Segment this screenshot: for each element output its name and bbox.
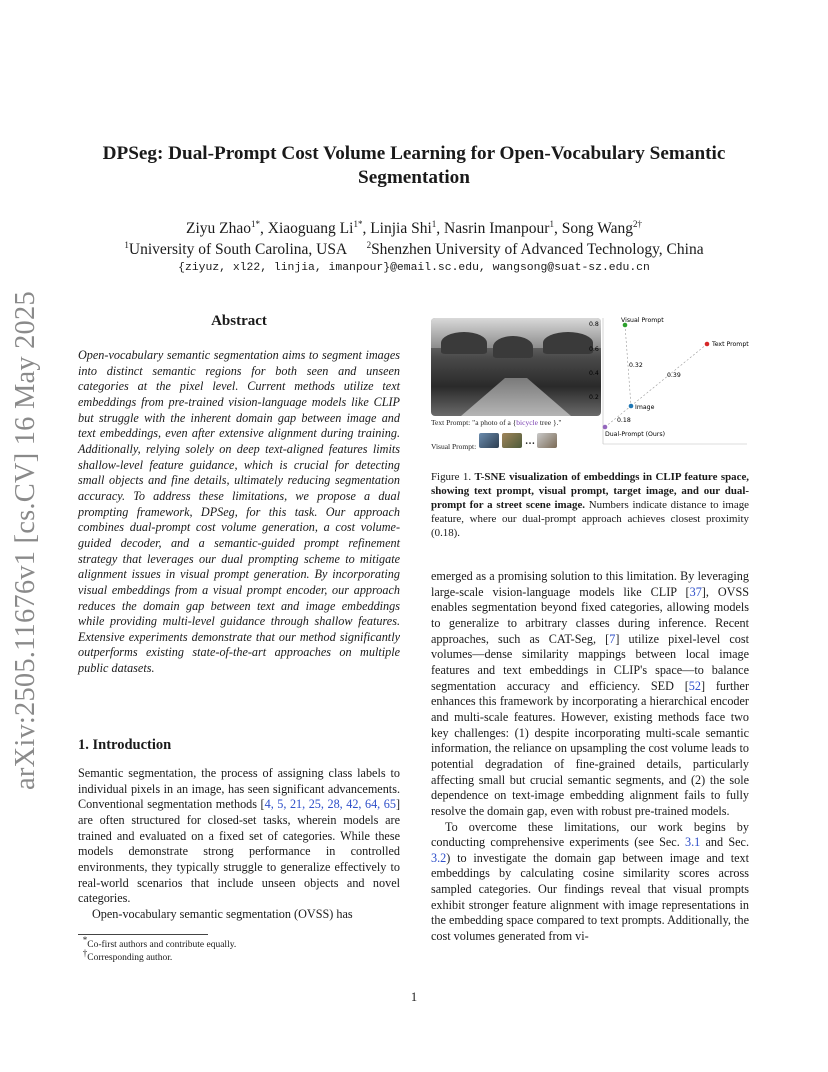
- text-run: ] utilize pixel-level cost volumes—dense similarity mappings between local image features and text embeddings in CLIP's space—to balance segmentation accuracy and efficiency. SED [: [431, 631, 750, 693]
- intro-left-column: [78, 766, 400, 923]
- point-dual-prompt: [603, 425, 608, 430]
- section-heading-introduction: 1. Introduction: [78, 737, 172, 753]
- label-text-prompt: Text Prompt: [712, 341, 749, 348]
- author-emails: {ziyuz, xl22, linjia, imanpour}@email.sc.edu, wangsong@suat-sz.edu.cn: [178, 262, 650, 274]
- distance-visual: 0.32: [629, 362, 643, 369]
- visual-prompt-thumb: [479, 433, 499, 448]
- author-name: Xiaoguang Li: [267, 220, 354, 237]
- author-sep: ,: [260, 220, 268, 237]
- caption-bold: T-SNE visualization of embeddings in CLIP feature space, showing text prompt, visual prompt, target image, and our dual-prompt for a street scene image.: [431, 471, 749, 511]
- author-mark: 1: [549, 218, 554, 229]
- author-mark: 1: [431, 218, 437, 229]
- title-line-1: DPSeg: Dual-Prompt Cost Volume Learning for Open-Vocabulary Semantic: [102, 143, 726, 164]
- intro-paragraph-1: [78, 766, 400, 907]
- affiliation-1: University of South Carolina, USA: [128, 241, 348, 258]
- footnote-mark: †: [82, 947, 88, 958]
- citation-link[interactable]: 52: [688, 678, 701, 693]
- footnote-1: [78, 934, 400, 952]
- footnote-mark: *: [82, 934, 88, 945]
- footnote-text: Co-first authors and contribute equally.: [87, 940, 237, 950]
- y-tick-label: 0.8: [589, 321, 599, 328]
- label-visual-prompt: Visual Prompt: [621, 317, 664, 324]
- affiliation-2: Shenzhen University of Advanced Technology, China: [371, 241, 704, 258]
- text-prompt-line: [431, 418, 561, 427]
- author-name: Song Wang: [561, 220, 633, 237]
- footnote-2: [78, 947, 400, 965]
- arxiv-stamp: arXiv:2505.11676v1 [cs.CV] 16 May 2025: [10, 291, 41, 790]
- affiliation-mark: 1: [124, 239, 129, 250]
- text-run: ] further enhances this framework by incorporating a hierarchical encoder and multi-scale features. However, existing methods face two key challenges: (1) despite incorporating multi-scale semantic information, the reliance on upsampling the cost volume leads to potential degradation of fine-grained details, particularly affecting small but crucial semantic segments, and (2) the sole dependence on text-image embedding alignment fails to fully resolve the domain gap, even with robust pre-trained models.: [431, 678, 749, 818]
- figure-1: [431, 318, 749, 458]
- page-number: 1: [410, 990, 418, 1004]
- text-run: Semantic segmentation, the process of assigning class labels to individual pixels in an image, has seen significant advancements. Conventional segmentation methods [: [78, 766, 400, 812]
- footnotes: [78, 934, 400, 965]
- author-name: Nasrin Imanpour: [444, 220, 550, 237]
- text-prompt-class: bicycle: [516, 418, 538, 427]
- author-mark: 1*: [353, 218, 363, 229]
- y-tick-label: 0.4: [589, 370, 599, 377]
- author-mark: 1*: [251, 218, 261, 229]
- visual-prompt-thumb: [502, 433, 522, 448]
- text-run: and Sec.: [700, 835, 749, 850]
- affiliations: [80, 239, 748, 260]
- text-run: ] are often structured for closed-set tasks, wherein models are trained and evaluated on a fixed set of categories. While these models demonstrate strong performance in controlled environments, they typically struggle to generalize effectively to real-world scenarios that include unseen objects and novel categories.: [78, 797, 401, 906]
- author-sep: ,: [553, 220, 562, 237]
- tsne-plot: [589, 314, 749, 448]
- caption-rest: Numbers indicate distance to image feature, where our dual-prompt approach achieves closest proximity (0.18).: [431, 499, 749, 539]
- right-paragraph-2: [431, 820, 749, 945]
- text-run: ) to investigate the domain gap between image and text embeddings by calculating cosine similarity scores across sampled categories. Our findings reveal that visual prompts exhibit stronger feature alignment with image representations in the embedding space compared to text prompts. Additionally, the cost volumes generated from vi-: [431, 850, 749, 944]
- visual-prompt-ellipsis: …: [525, 436, 535, 447]
- author-name: Linjia Shi: [370, 220, 432, 237]
- author-list: [80, 218, 748, 239]
- author-block: [80, 218, 748, 260]
- street-scene-photo: [431, 318, 601, 416]
- citation-link[interactable]: 7: [609, 631, 616, 646]
- figure-1-caption: [431, 470, 749, 540]
- footnote-text: Corresponding author.: [87, 953, 173, 963]
- point-image: [629, 404, 634, 409]
- title-line-2: Segmentation: [358, 167, 470, 188]
- right-column-text: [431, 569, 749, 945]
- text-run: To overcome these limitations, our work begins by conducting comprehensive experiments (see Sec.: [431, 819, 749, 850]
- citation-link[interactable]: 4, 5, 21, 25, 28, 42, 64, 65: [264, 797, 396, 812]
- footnote-rule: [78, 934, 208, 935]
- paper-title: [80, 142, 748, 190]
- distance-text: 0.39: [667, 372, 681, 379]
- author-name: Ziyu Zhao: [186, 220, 252, 237]
- visual-prompt-label: Visual Prompt:: [431, 442, 477, 451]
- abstract-text: Open-vocabulary semantic segmentation aims to segment images into distinct semantic regions for both seen and unseen categories at the pixel level. Current methods utilize text embeddings from pre-trained vision-language models like CLIP but struggle with the inherent domain gap between image and text embeddings, even after extensive alignment during training. Additionally, relying solely on deep text-aligned features limits shallow-level feature guidance, which is crucial for detecting small objects and fine details, ultimately reducing segmentation accuracy. To address these limitations, we propose a dual prompting framework, DPSeg, for this task. Our approach combines dual-prompt cost volume generation, a cost volume-guided decoder, and a semantic-guided prompt refinement strategy that leverages our dual prompting scheme to mitigate alignment issues in visual prompt generation. By incorporating visual embeddings from a visual prompt encoder, our approach reduces the domain gap between text and image embeddings while providing multi-level guidance through shallow features. Extensive experiments demonstrate that our method significantly outperforms existing state-of-the-art approaches on multiple public datasets.: [78, 348, 400, 676]
- citation-link[interactable]: 37: [689, 584, 702, 599]
- arxiv-stamp-area: [0, 0, 60, 1072]
- label-image: Image: [635, 404, 655, 411]
- y-tick-label: 0.2: [589, 394, 599, 401]
- citation-link[interactable]: 3.1: [685, 835, 701, 850]
- right-paragraph-1: [431, 569, 749, 820]
- author-sep: ,: [436, 220, 445, 237]
- y-tick-label: 0.6: [589, 346, 599, 353]
- affiliation-mark: 2: [366, 239, 372, 250]
- point-text-prompt: [705, 342, 710, 347]
- abstract-heading: Abstract: [211, 313, 267, 329]
- visual-prompt-thumb: [537, 433, 557, 448]
- caption-prefix: Figure 1.: [431, 471, 472, 483]
- text-prompt-prefix: Text Prompt: "a photo of a {: [431, 418, 517, 427]
- citation-link[interactable]: 3.2: [431, 850, 447, 865]
- intro-paragraph-2: Open-vocabulary semantic segmentation (OVSS) has: [92, 906, 353, 921]
- author-mark: 2†: [632, 218, 642, 229]
- text-run: ], OVSS enables segmentation beyond fixed categories, allowing models to generalize to arbitrary classes during inference. Recent approaches, such as CAT-Seg, [: [431, 584, 750, 646]
- text-run: emerged as a promising solution to this limitation. By leveraging large-scale vision-language models like CLIP [: [431, 569, 749, 599]
- author-sep: ,: [362, 220, 371, 237]
- distance-dual: 0.18: [617, 417, 631, 424]
- label-dual-prompt: Dual-Prompt (Ours): [605, 431, 665, 438]
- text-prompt-suffix: tree }.": [539, 418, 562, 427]
